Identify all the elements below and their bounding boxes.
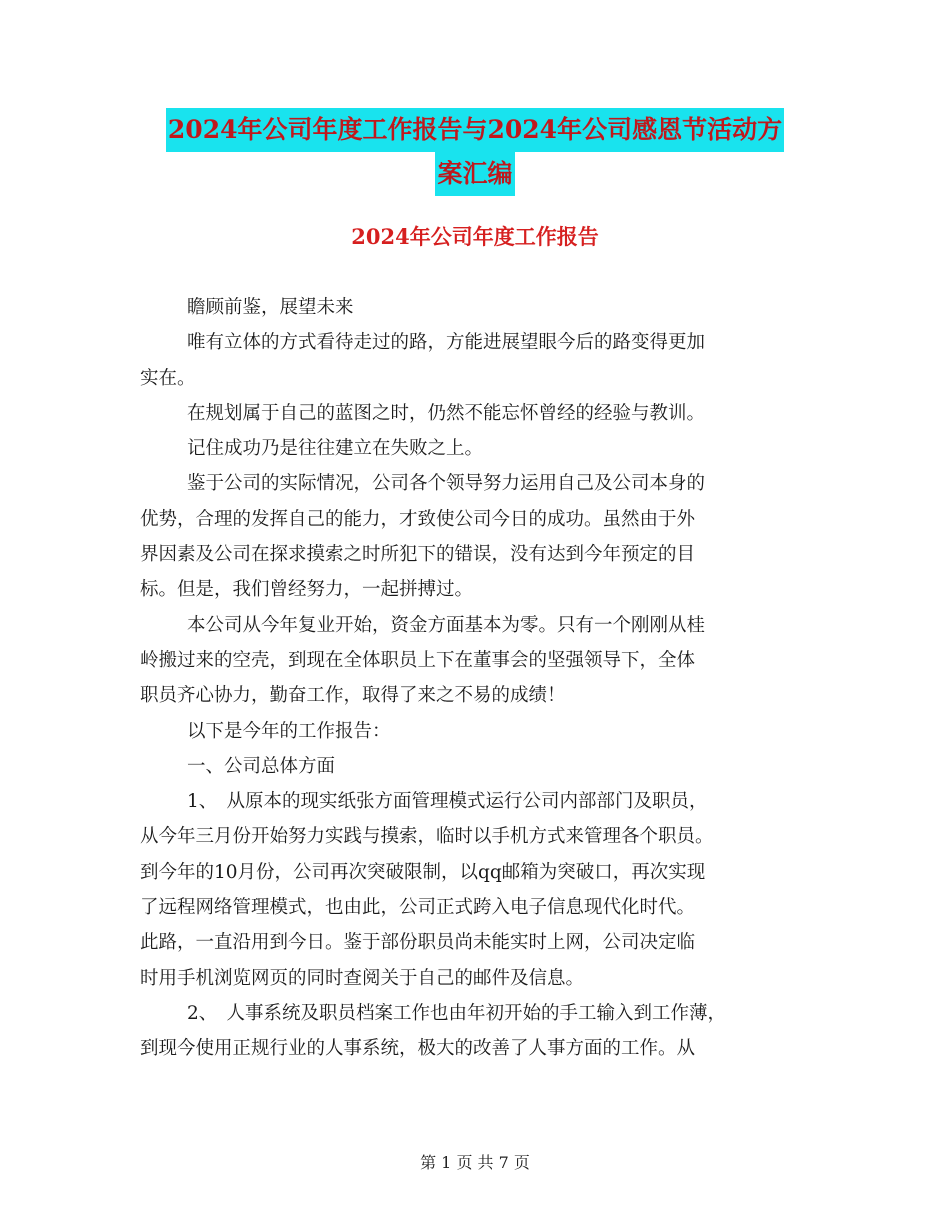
text-line: 唯有立体的方式看待走过的路，方能进展望眼今后的路变得更加 [187, 332, 706, 354]
text-line: 鉴于公司的实际情况，公司各个领导努力运用自己及公司本身的 [187, 473, 706, 495]
text-line: 优势，合理的发挥自己的能力，才致使公司今日的成功。虽然由于外 [140, 508, 696, 530]
text-line: 了远程网络管理模式，也由此，公司正式跨入电子信息现代化时代。 [140, 897, 696, 919]
text-line: 在规划属于自己的蓝图之时，仍然不能忘怀曾经的经验与教训。 [187, 402, 706, 424]
text-line: 瞻顾前鉴，展望未来 [187, 297, 354, 318]
text-line: 实在。 [140, 367, 196, 389]
text-line: 标。但是，我们曾经努力，一起拼搏过。 [140, 579, 474, 601]
document-title [0, 108, 950, 196]
text-line: 职员齐心协力，勤奋工作，取得了来之不易的成绩！ [140, 685, 566, 707]
text-line: 界因素及公司在探求摸索之时所犯下的错误，没有达到今年预定的目 [140, 544, 696, 566]
text-line: 2、 人事系统及职员档案工作也由年初开始的手工输入到工作薄， [187, 1002, 727, 1024]
text-line: 一、公司总体方面 [187, 755, 336, 777]
text-line: 此路，一直沿用到今日。鉴于部份职员尚未能实时上网，公司决定临 [140, 932, 696, 954]
text-line: 以下是今年的工作报告： [187, 720, 391, 742]
text-line: 时用手机浏览网页的同时查阅关于自己的邮件及信息。 [140, 967, 585, 989]
text-line: 本公司从今年复业开始，资金方面基本为零。只有一个刚刚从桂 [187, 614, 706, 636]
title-line-2: 案汇编 [435, 152, 514, 196]
text-line: 到现今使用正规行业的人事系统，极大的改善了人事方面的工作。从 [140, 1038, 696, 1060]
text-line: 1、 从原本的现实纸张方面管理模式运行公司内部部门及职员， [187, 791, 708, 813]
title-line-1: 2024年公司年度工作报告与2024年公司感恩节活动方 [166, 108, 784, 152]
page-footer: 第 1 页 共 7 页 [420, 1153, 530, 1172]
section-heading: 2024年公司年度工作报告 [351, 224, 599, 249]
body-text [140, 290, 830, 1067]
text-line: 岭搬过来的空壳，到现在全体职员上下在董事会的坚强领导下，全体 [140, 649, 696, 671]
text-line: 从今年三月份开始努力实践与摸索，临时以手机方式来管理各个职员。 [140, 826, 714, 848]
text-line: 到今年的10月份，公司再次突破限制，以qq邮箱为突破口，再次实现 [140, 861, 706, 883]
text-line: 记住成功乃是往往建立在失败之上。 [187, 438, 484, 460]
